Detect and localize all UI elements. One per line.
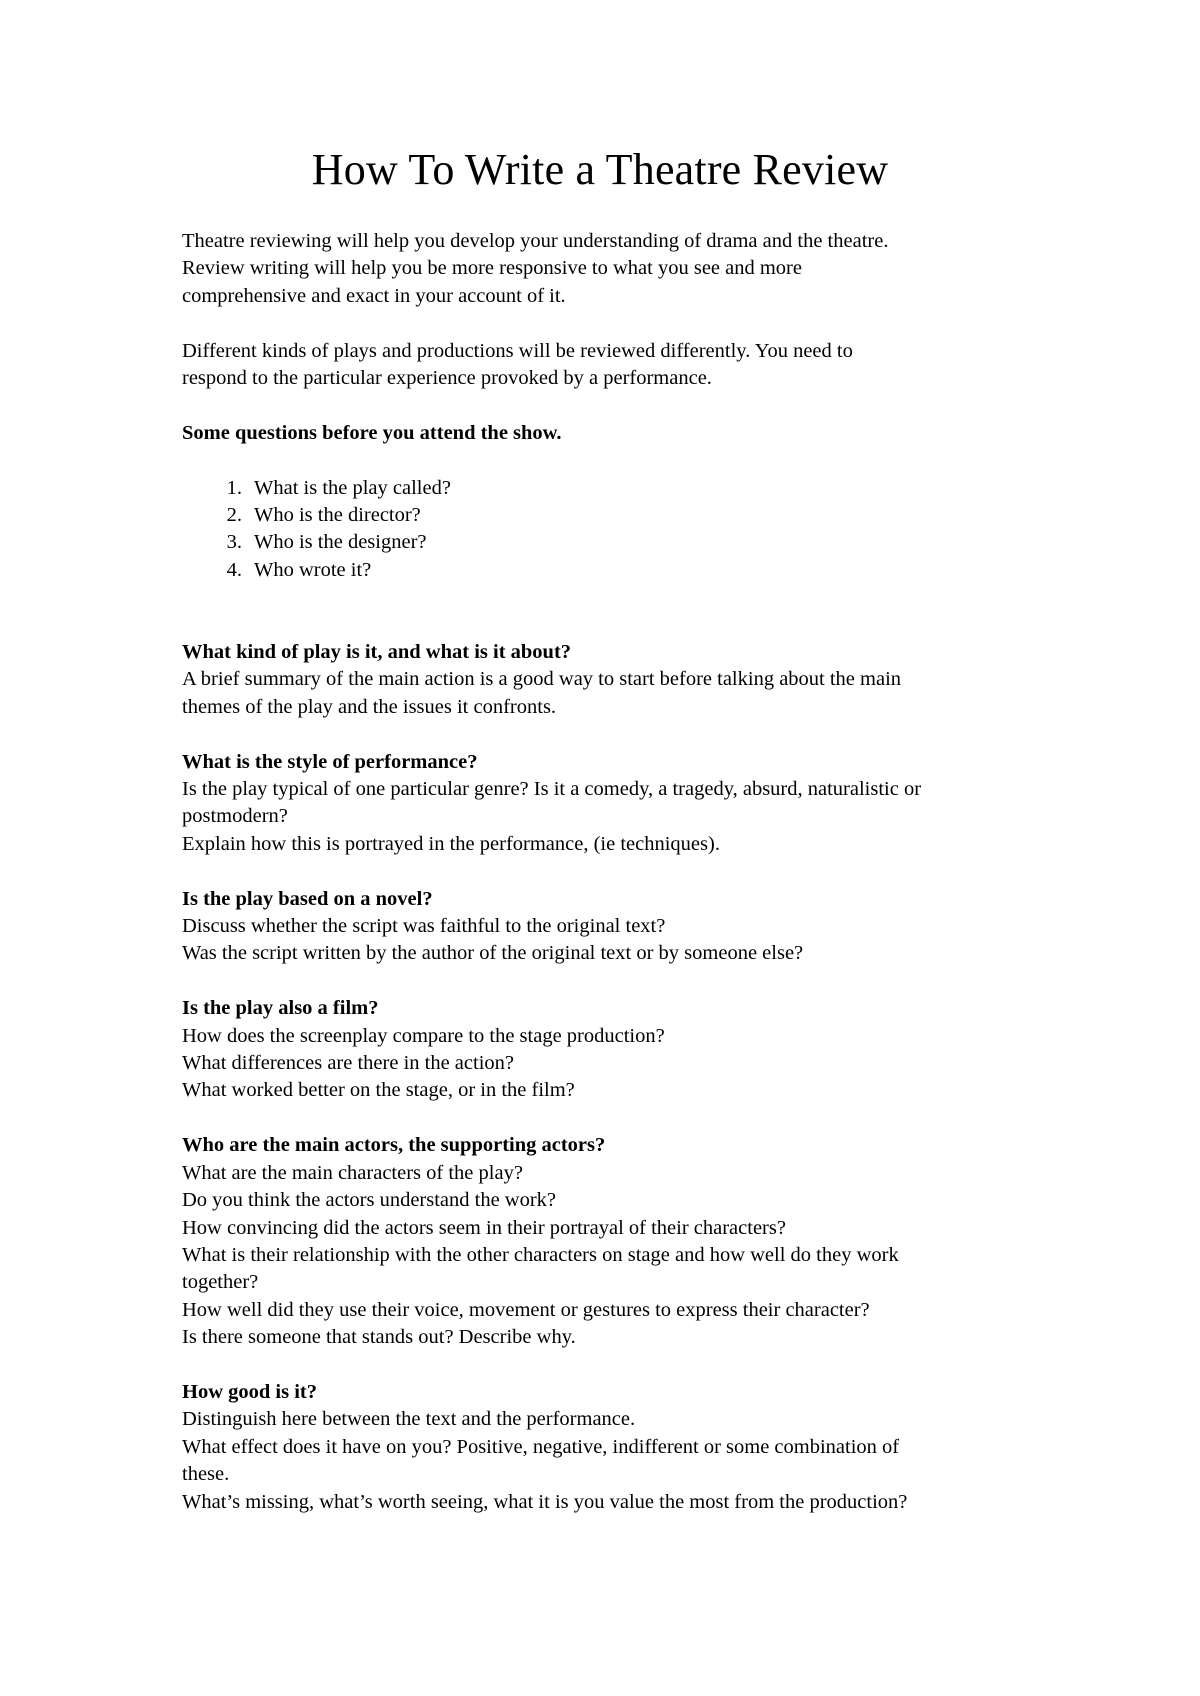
section-how-good — [182, 1379, 1032, 1516]
list-number: 3. — [226, 531, 242, 554]
section-heading: What is the style of performance? — [182, 750, 478, 773]
section-line: A brief summary of the main action is a good way to start before talking about the main — [182, 668, 902, 691]
list-item — [182, 557, 1032, 584]
intro-line: comprehensive and exact in your account of it. — [182, 284, 566, 307]
section-line: Distinguish here between the text and the performance. — [182, 1408, 636, 1431]
list-item — [182, 502, 1032, 529]
intro-paragraph-2 — [182, 338, 1032, 393]
questions-list — [182, 475, 1032, 585]
section-line: What are the main characters of the play? — [182, 1161, 523, 1184]
section-line: What effect does it have on you? Positive, negative, indifferent or some combination of — [182, 1435, 900, 1458]
section-line: Is there someone that stands out? Describe why. — [182, 1326, 576, 1349]
section-actors — [182, 1132, 1032, 1351]
list-item-text: Who is the director? — [254, 504, 421, 527]
section-line: Explain how this is portrayed in the performance, (ie techniques). — [182, 832, 720, 855]
list-number: 4. — [226, 558, 242, 581]
section-line: Was the script written by the author of the original text or by someone else? — [182, 942, 804, 965]
section-line: Do you think the actors understand the work? — [182, 1189, 557, 1212]
section-line: postmodern? — [182, 805, 288, 828]
section-line: these. — [182, 1463, 230, 1486]
page-title: How To Write a Theatre Review — [311, 145, 889, 194]
section-play-kind — [182, 639, 1032, 721]
list-item — [182, 529, 1032, 556]
section-line: themes of the play and the issues it confronts. — [182, 695, 557, 718]
questions-heading: Some questions before you attend the show. — [182, 421, 562, 444]
intro-line: respond to the particular experience provoked by a performance. — [182, 367, 712, 390]
section-heading: How good is it? — [182, 1380, 317, 1403]
section-line: What is their relationship with the other characters on stage and how well do they work — [182, 1243, 899, 1266]
section-line: How convincing did the actors seem in their portrayal of their characters? — [182, 1216, 786, 1239]
intro-line: Theatre reviewing will help you develop your understanding of drama and the theatre. — [182, 230, 889, 252]
section-line: What worked better on the stage, or in the film? — [182, 1079, 575, 1102]
section-novel — [182, 886, 1032, 968]
section-line: What’s missing, what’s worth seeing, what it is you value the most from the production? — [182, 1490, 908, 1513]
section-line: How well did they use their voice, movement or gestures to express their character? — [182, 1298, 870, 1321]
section-line: What differences are there in the action? — [182, 1052, 514, 1075]
intro-line: Different kinds of plays and productions will be reviewed differently. You need to — [182, 339, 853, 362]
section-heading: Is the play based on a novel? — [182, 887, 433, 910]
section-film — [182, 995, 1032, 1105]
list-item — [182, 475, 1032, 502]
list-number: 1. — [226, 476, 242, 499]
section-performance-style — [182, 749, 1032, 859]
section-heading: Who are the main actors, the supporting actors? — [182, 1134, 606, 1157]
section-line: Is the play typical of one particular genre? Is it a comedy, a tragedy, absurd, naturalistic or — [182, 778, 922, 801]
list-item-text: What is the play called? — [254, 476, 451, 499]
section-line: together? — [182, 1271, 259, 1294]
list-number: 2. — [226, 504, 242, 527]
section-heading: What kind of play is it, and what is it about? — [182, 641, 572, 664]
section-heading: Is the play also a film? — [182, 997, 379, 1020]
section-line: How does the screenplay compare to the stage production? — [182, 1024, 665, 1047]
document-body — [182, 228, 1032, 1516]
intro-paragraph-1 — [182, 228, 1032, 310]
intro-line: Review writing will help you be more responsive to what you see and more — [182, 257, 802, 280]
section-line: Discuss whether the script was faithful to the original text? — [182, 915, 666, 938]
list-item-text: Who wrote it? — [254, 558, 372, 581]
list-item-text: Who is the designer? — [254, 531, 427, 554]
